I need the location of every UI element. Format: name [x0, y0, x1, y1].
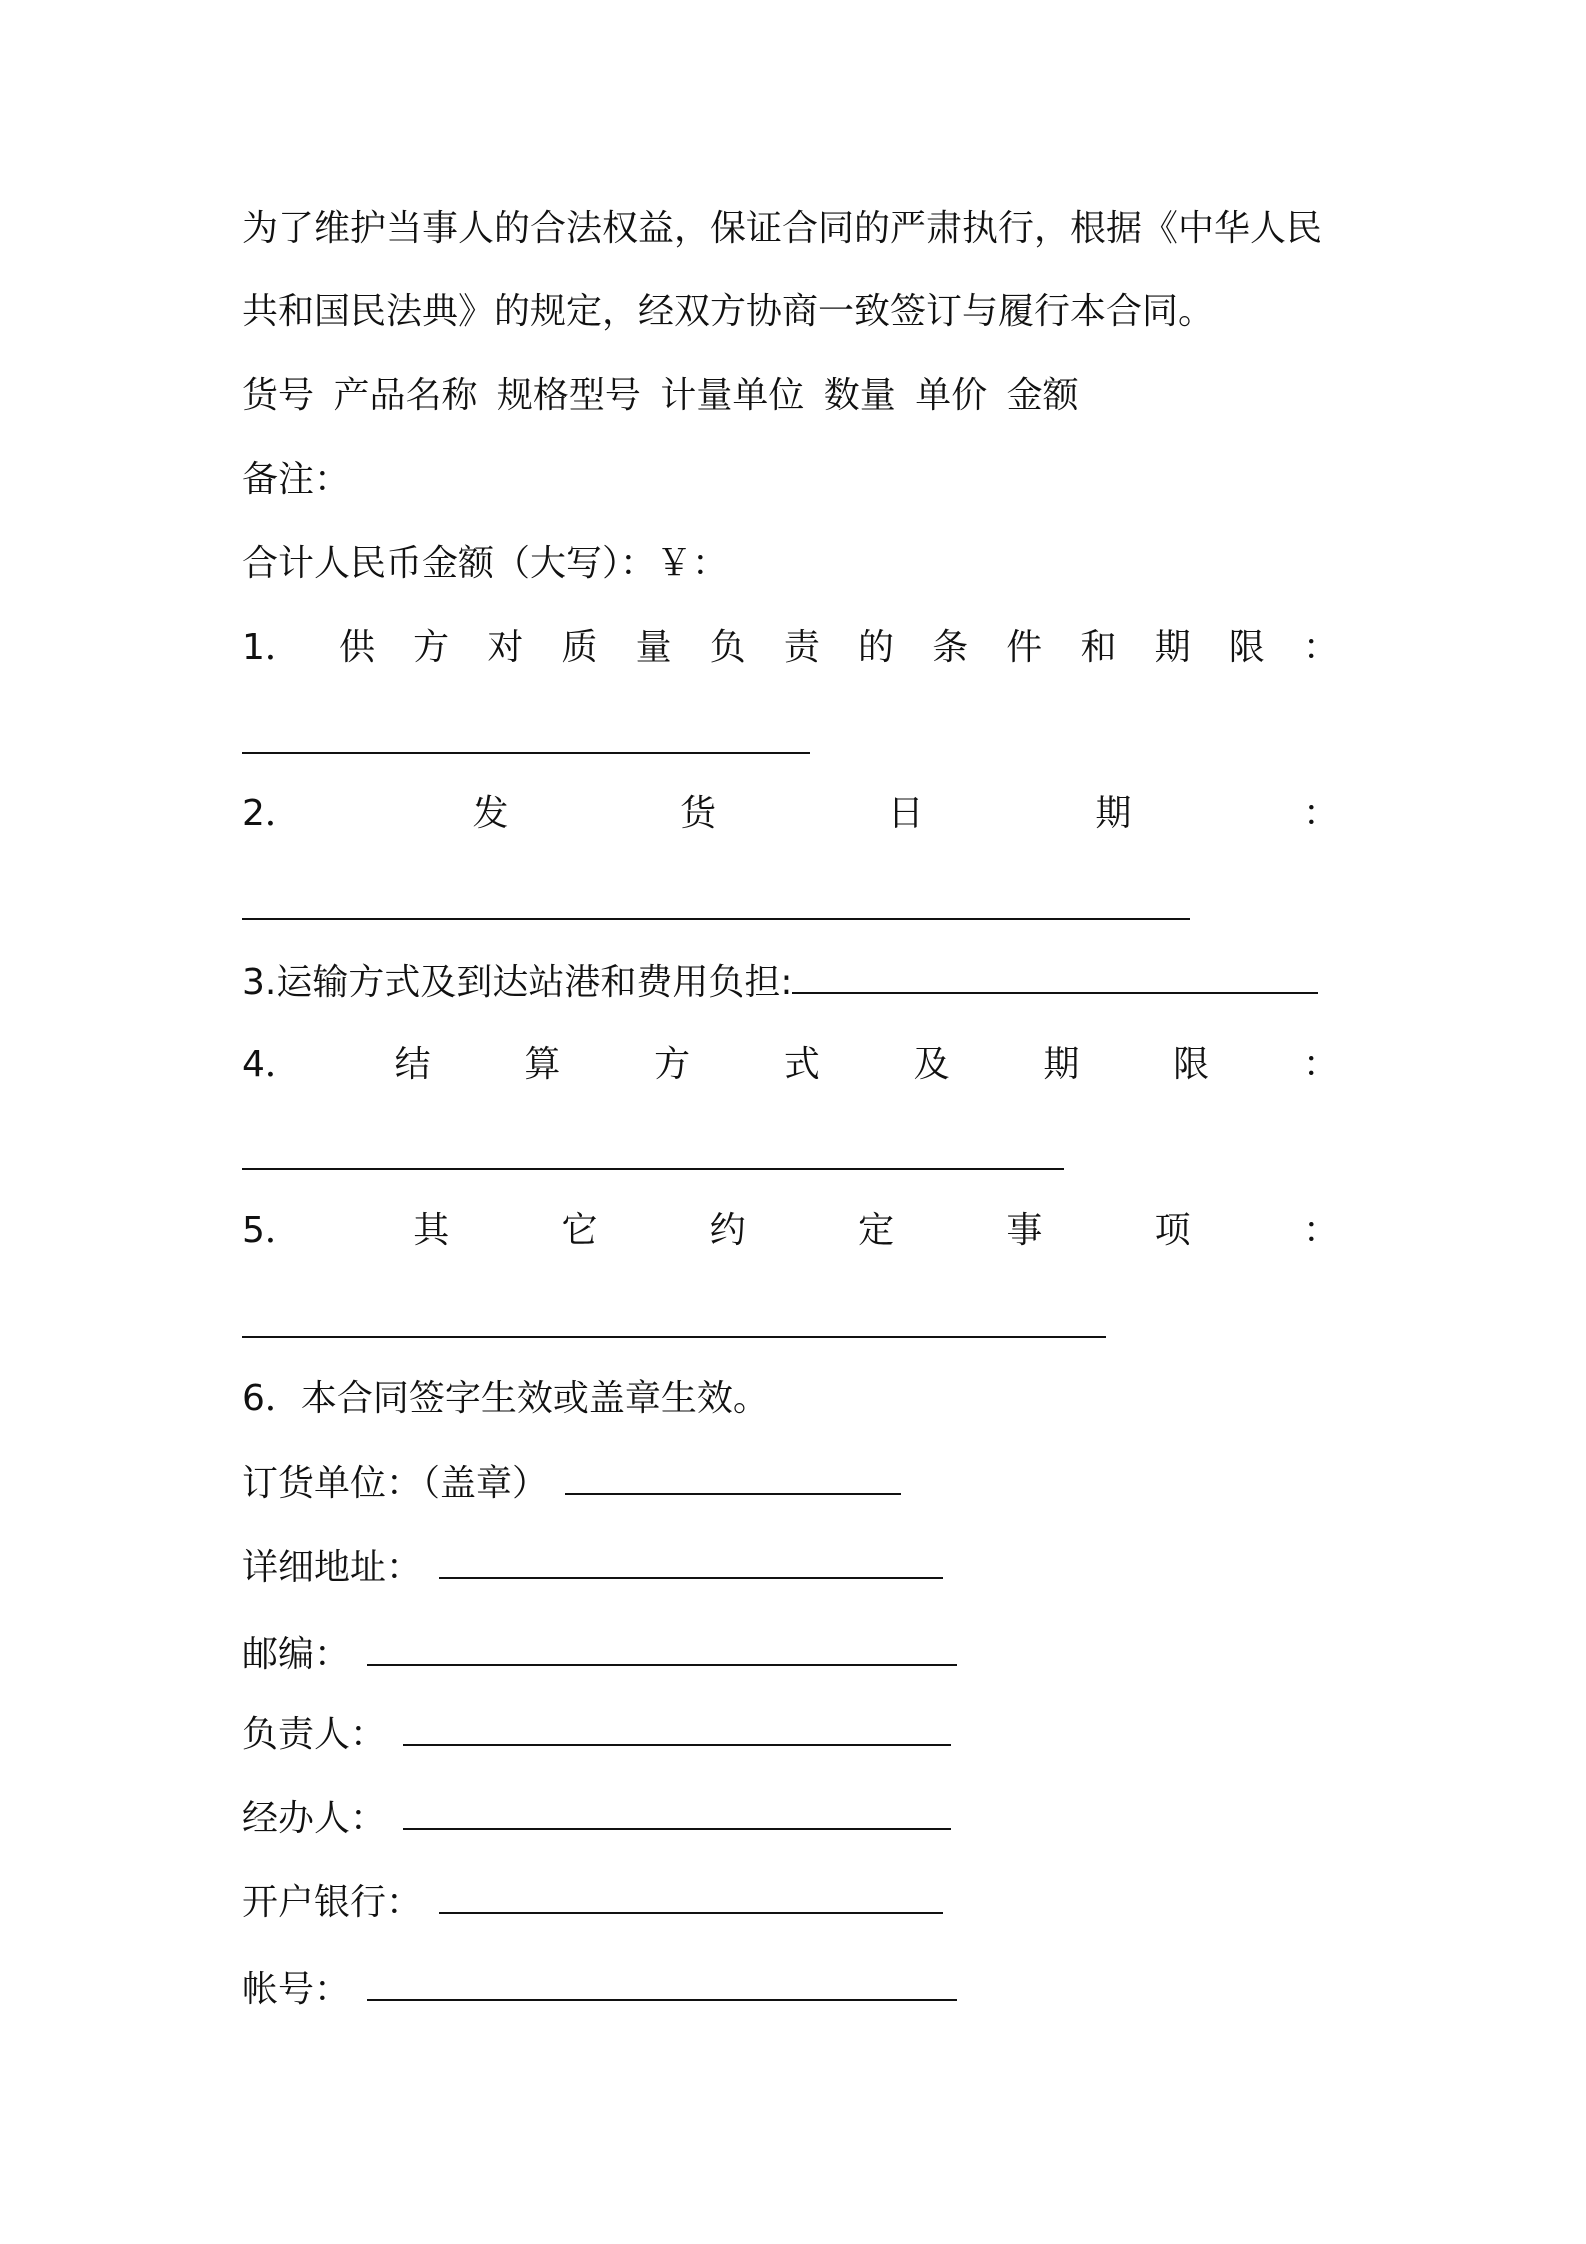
- handler-field: [242, 1794, 951, 1843]
- clause-5: [242, 1207, 1339, 1255]
- bank-label: 开户银行：: [242, 1882, 423, 1923]
- handler-blank[interactable]: [403, 1794, 951, 1830]
- clause-2: [242, 790, 1339, 838]
- postcode-blank[interactable]: [367, 1630, 957, 1666]
- clause-1-char: 件: [1006, 627, 1043, 668]
- clause-4-char: 限: [1173, 1044, 1210, 1085]
- clause-2-char: ：: [1302, 793, 1339, 834]
- clause-4-char: 算: [524, 1044, 561, 1085]
- order-unit-label: 订货单位：（盖章）: [242, 1463, 549, 1504]
- clause-5-char: ：: [1302, 1210, 1339, 1251]
- clause-5-char: 它: [561, 1210, 598, 1251]
- clause-1-char: 质: [561, 627, 598, 668]
- clause-4: [242, 1041, 1339, 1089]
- clause-4-char: ：: [1302, 1044, 1339, 1085]
- total-amount-label: 合计人民币金额（大写）：￥：: [242, 543, 729, 584]
- clause-3: [242, 958, 1318, 1007]
- clause-2-char: 2．: [242, 793, 301, 834]
- clause-5-char: 项: [1154, 1210, 1191, 1251]
- person-in-charge-field: [242, 1710, 951, 1759]
- clause-1-char: 方: [413, 627, 450, 668]
- clause-4-char: 及: [913, 1044, 950, 1085]
- clause-4-char: 4．: [242, 1044, 301, 1085]
- clause-5-char: 约: [709, 1210, 746, 1251]
- clause-1-blank[interactable]: [242, 752, 810, 754]
- clause-6: 6．本合同签字生效或盖章生效。: [242, 1378, 769, 1419]
- clause-2-char: 期: [1095, 793, 1132, 834]
- clause-1-char: 对: [487, 627, 524, 668]
- bank-blank[interactable]: [439, 1878, 943, 1914]
- person-in-charge-label: 负责人：: [242, 1714, 387, 1755]
- order-unit-blank[interactable]: [565, 1459, 901, 1495]
- clause-2-char: 日: [887, 793, 924, 834]
- address-field: [242, 1543, 943, 1592]
- clause-4-char: 方: [654, 1044, 691, 1085]
- postcode-field: [242, 1630, 957, 1679]
- clause-1-char: 1．: [242, 627, 301, 668]
- clause-5-char: 事: [1006, 1210, 1043, 1251]
- order-unit-field: [242, 1459, 901, 1508]
- remarks-label: 备注：: [242, 459, 351, 500]
- account-field: [242, 1965, 957, 2014]
- clause-1-char: 责: [783, 627, 820, 668]
- clause-2-char: 发: [472, 793, 509, 834]
- intro-line-2: 共和国民法典》的规定，经双方协商一致签订与履行本合同。: [242, 291, 1215, 332]
- clause-1-char: 期: [1154, 627, 1191, 668]
- clause-2-blank[interactable]: [242, 918, 1190, 920]
- postcode-label: 邮编：: [242, 1634, 351, 1675]
- handler-label: 经办人：: [242, 1798, 387, 1839]
- clause-4-char: 结: [394, 1044, 431, 1085]
- clause-4-blank[interactable]: [242, 1168, 1064, 1170]
- table-header: 货号 产品名称 规格型号 计量单位 数量 单价 金额: [242, 375, 1079, 416]
- account-blank[interactable]: [367, 1965, 957, 2001]
- account-label: 帐号：: [242, 1969, 351, 2010]
- clause-1-char: 条: [932, 627, 969, 668]
- clause-5-char: 定: [858, 1210, 895, 1251]
- person-in-charge-blank[interactable]: [403, 1710, 951, 1746]
- clause-4-char: 式: [783, 1044, 820, 1085]
- clause-1-char: 负: [709, 627, 746, 668]
- clause-1-char: 的: [858, 627, 895, 668]
- clause-1-char: 量: [635, 627, 672, 668]
- clause-1-char: 限: [1228, 627, 1265, 668]
- clause-4-char: 期: [1043, 1044, 1080, 1085]
- clause-1-char: ：: [1302, 627, 1339, 668]
- clause-3-blank[interactable]: [792, 958, 1318, 994]
- clause-5-char: 其: [413, 1210, 450, 1251]
- clause-5-char: 5．: [242, 1210, 301, 1251]
- clause-1-char: 和: [1080, 627, 1117, 668]
- address-blank[interactable]: [439, 1543, 943, 1579]
- address-label: 详细地址：: [242, 1547, 423, 1588]
- clause-5-blank[interactable]: [242, 1336, 1106, 1338]
- clause-1: [242, 624, 1339, 672]
- intro-line-1: 为了维护当事人的合法权益，保证合同的严肃执行，根据《中华人民: [242, 208, 1323, 249]
- bank-field: [242, 1878, 943, 1927]
- clause-1-char: 供: [339, 627, 376, 668]
- clause-2-char: 货: [680, 793, 717, 834]
- clause-3-label: 3.运输方式及到达站港和费用负担:: [242, 962, 793, 1003]
